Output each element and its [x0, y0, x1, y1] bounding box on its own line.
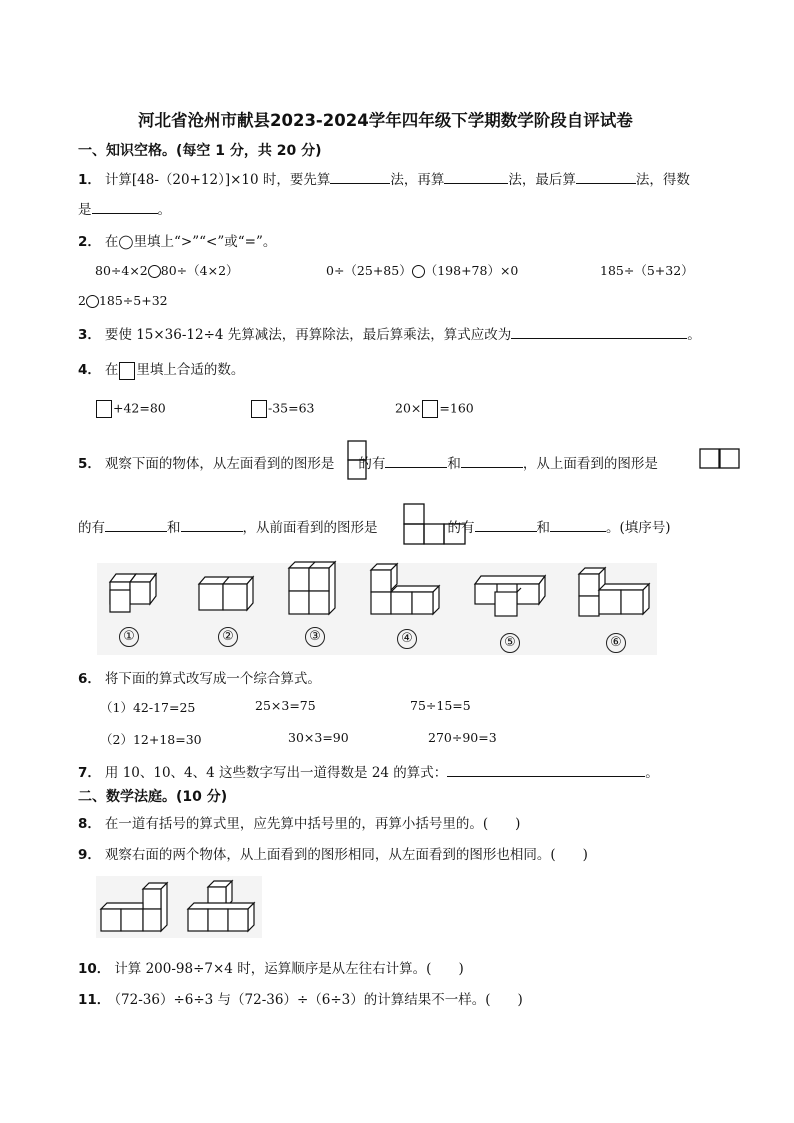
fill-box[interactable] — [422, 400, 438, 418]
answer-blank[interactable] — [461, 455, 523, 468]
equation-row-1-c: 75÷15=5 — [410, 698, 471, 713]
front-view-shape-icon — [403, 503, 467, 546]
top-view-shape-icon — [699, 448, 741, 469]
compare-circle[interactable] — [148, 265, 161, 278]
figure-label-4: ④ — [397, 627, 417, 649]
question-6: 6． 将下面的算式改写成一个综合算式。 — [78, 671, 321, 687]
compare-item-3: 185÷（5+32） — [600, 263, 694, 278]
question-3: 3． 要使 15×36-12÷4 先算减法，再算除法，最后算乘法，算式应改为 。 — [78, 327, 701, 343]
compare-circle[interactable] — [412, 265, 425, 278]
cube-figure-1 — [108, 574, 168, 616]
equation-row-2-c: 270÷90=3 — [428, 730, 497, 745]
fill-box — [119, 362, 135, 380]
question-7: 7． 用 10、10、4、4 这些数字写出一道得数是 24 的算式： 。 — [78, 765, 659, 781]
answer-blank[interactable] — [550, 519, 606, 532]
fill-item-2: -35=63 — [250, 400, 315, 418]
answer-blank[interactable] — [330, 171, 390, 184]
compare-circle[interactable] — [86, 295, 99, 308]
question-5: 5． 观察下面的物体，从左面看到的图形是 的有 和 ，从上面看到的图形是 — [78, 456, 658, 472]
compare-item-1: 80÷4×2 80÷（4×2） — [95, 263, 239, 278]
answer-blank[interactable] — [92, 201, 158, 214]
question-10: 10． 计算 200-98÷7×4 时，运算顺序是从左往右计算。( ) — [78, 961, 464, 977]
section-heading-1: 一、知识空格。(每空 1 分，共 20 分) — [78, 143, 322, 159]
fill-box[interactable] — [96, 400, 112, 418]
cube-figure-4 — [371, 564, 443, 618]
q9-cube-figure-2 — [188, 881, 260, 935]
compare-item-3-cont: 2 185÷5+32 — [78, 293, 168, 308]
figure-label-5: ⑤ — [500, 631, 520, 653]
answer-blank[interactable] — [444, 171, 508, 184]
answer-blank[interactable] — [105, 519, 167, 532]
q9-cube-figure-1 — [101, 883, 171, 935]
equation-row-1-b: 25×3=75 — [255, 698, 316, 713]
question-1-cont: 是 。 — [78, 202, 171, 218]
figure-label-1: ① — [119, 625, 139, 647]
question-9: 9． 观察右面的两个物体，从上面看到的图形相同，从左面看到的图形也相同。( ) — [78, 847, 588, 863]
answer-blank[interactable] — [447, 764, 645, 777]
cube-figure-6 — [579, 568, 653, 622]
fill-box[interactable] — [251, 400, 267, 418]
figure-label-3: ③ — [305, 625, 325, 647]
answer-blank[interactable] — [181, 519, 243, 532]
equation-row-1-a: （1）42-17=25 — [100, 700, 196, 715]
left-view-shape-icon — [347, 440, 367, 480]
question-4: 4． 在 里填上合适的数。 — [78, 362, 245, 378]
answer-blank[interactable] — [475, 519, 537, 532]
fill-item-1: +42=80 — [95, 400, 166, 418]
answer-blank[interactable] — [576, 171, 636, 184]
answer-blank[interactable] — [385, 455, 447, 468]
figure-label-6: ⑥ — [606, 631, 626, 653]
question-1: 1． 计算[48-（20+12）]×10 时，要先算 法，再算 法，最后算 法，得数 — [78, 172, 690, 188]
compare-item-2: 0÷（25+85） （198+78）×0 — [326, 263, 519, 278]
question-8: 8． 在一道有括号的算式里，应先算中括号里的，再算小括号里的。( ) — [78, 816, 521, 832]
fill-item-3: 20× =160 — [395, 400, 474, 418]
figure-label-2: ② — [218, 625, 238, 647]
cube-figure-5 — [475, 576, 547, 620]
equation-row-2-a: （2）12+18=30 — [100, 732, 202, 747]
answer-blank[interactable] — [511, 326, 687, 339]
question-11: 11． （72-36）÷6÷3 与（72-36）÷（6÷3）的计算结果不一样。( ) — [78, 992, 523, 1008]
question-2: 2． 在◯里填上“>”“<”或“=”。 — [78, 234, 277, 250]
question-5-cont: 的有 和 ，从前面看到的图形是 的有 和 。(填序号) — [78, 520, 671, 536]
equation-row-2-b: 30×3=90 — [288, 730, 349, 745]
cube-figure-2 — [197, 577, 257, 613]
page-title: 河北省沧州市献县2023-2024学年四年级下学期数学阶段自评试卷 — [138, 111, 633, 130]
section-heading-2: 二、数学法庭。(10 分) — [78, 789, 228, 805]
cube-figure-3 — [289, 562, 339, 616]
